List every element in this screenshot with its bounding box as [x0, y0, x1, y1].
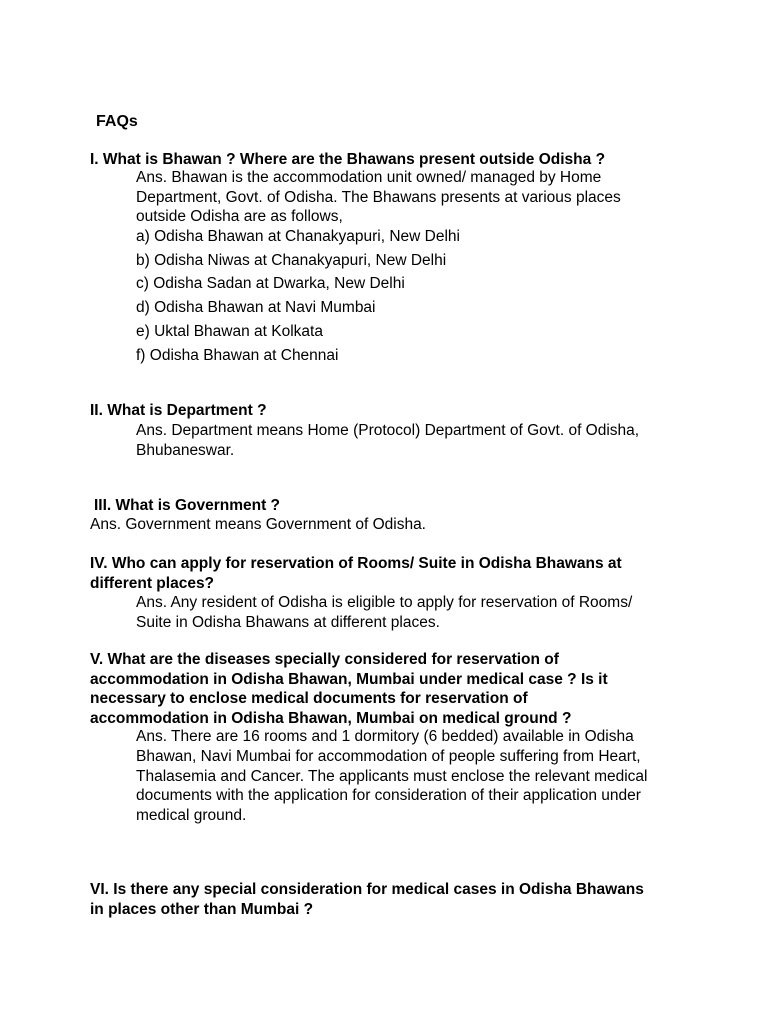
page-title: FAQs: [96, 113, 138, 130]
faq-5-answer-line-4: documents with the application for consideration of their application under: [136, 787, 641, 804]
faq-4-answer-line-2: Suite in Odisha Bhawans at different places.: [136, 614, 440, 631]
faq-1-answer-line-1: Ans. Bhawan is the accommodation unit owned/ managed by Home: [136, 169, 602, 186]
faq-1-list-item: a) Odisha Bhawan at Chanakyapuri, New Delhi: [136, 228, 460, 245]
faq-5-question-line-4: accommodation in Odisha Bhawan, Mumbai on medical ground ?: [90, 710, 572, 727]
faq-2-question: II. What is Department ?: [90, 402, 267, 419]
faq-1-list-item: d) Odisha Bhawan at Navi Mumbai: [136, 299, 376, 316]
faq-5-question-line-2: accommodation in Odisha Bhawan, Mumbai under medical case ? Is it: [90, 671, 608, 688]
faq-1-list-item: e) Uktal Bhawan at Kolkata: [136, 323, 323, 340]
faq-5-answer-line-3: Thalasemia and Cancer. The applicants must enclose the relevant medical: [136, 768, 648, 785]
faq-5-question-line-3: necessary to enclose medical documents for reservation of: [90, 690, 528, 707]
faq-3-question: III. What is Government ?: [94, 497, 281, 514]
faq-1-answer-line-2: Department, Govt. of Odisha. The Bhawans presents at various places: [136, 189, 621, 206]
faq-3-answer-line-1: Ans. Government means Government of Odisha.: [90, 516, 426, 533]
faq-2-answer-line-1: Ans. Department means Home (Protocol) Department of Govt. of Odisha,: [136, 422, 640, 439]
faq-5-answer-line-2: Bhawan, Navi Mumbai for accommodation of people suffering from Heart,: [136, 748, 641, 765]
faq-1-list-item: f) Odisha Bhawan at Chennai: [136, 347, 339, 364]
faq-4-answer-line-1: Ans. Any resident of Odisha is eligible to apply for reservation of Rooms/: [136, 594, 633, 611]
faq-5-answer-line-1: Ans. There are 16 rooms and 1 dormitory (6 bedded) available in Odisha: [136, 728, 634, 745]
faq-5-answer-line-5: medical ground.: [136, 807, 247, 824]
faq-1-question: I. What is Bhawan ? Where are the Bhawans present outside Odisha ?: [90, 151, 606, 168]
faq-6-question-line-2: in places other than Mumbai ?: [90, 901, 314, 918]
faq-2-answer-line-2: Bhubaneswar.: [136, 442, 235, 459]
faq-5-question-line-1: V. What are the diseases specially considered for reservation of: [90, 651, 559, 668]
faq-4-question-line-2: different places?: [90, 575, 215, 592]
faq-1-list-item: b) Odisha Niwas at Chanakyapuri, New Delhi: [136, 252, 447, 269]
faq-1-answer-line-3: outside Odisha are as follows,: [136, 208, 343, 225]
faq-6-question-line-1: VI. Is there any special consideration for medical cases in Odisha Bhawans: [90, 881, 644, 898]
faq-1-list-item: c) Odisha Sadan at Dwarka, New Delhi: [136, 275, 405, 292]
faq-4-question-line-1: IV. Who can apply for reservation of Rooms/ Suite in Odisha Bhawans at: [90, 555, 622, 572]
